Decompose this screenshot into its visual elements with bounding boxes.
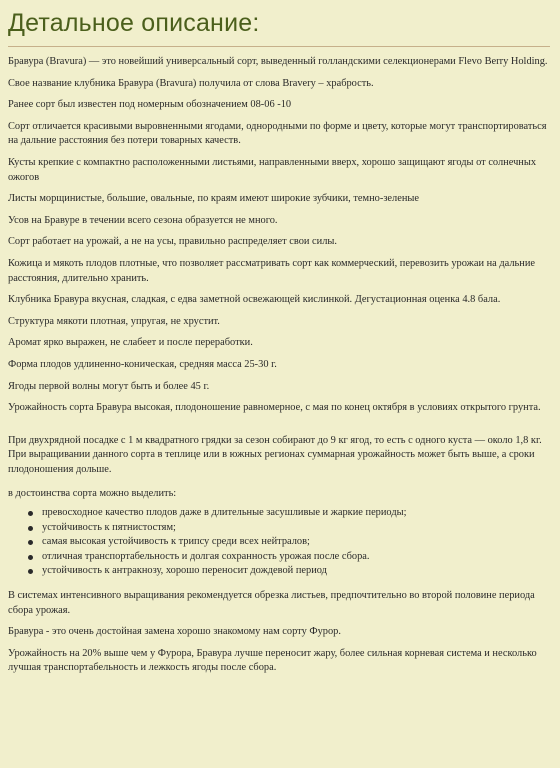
yield-paragraph: При двухрядной посадке с 1 м квадратного грядки за сезон собирают до 9 кг ягод, то есть с одного куста — около 1,8 кг. [8,434,542,446]
list-item-text: устойчивость к пятнистостям; [42,521,176,533]
bullet-icon [28,526,33,531]
paragraph: Листы морщинистые, большие, овальные, по краям имеют широкие зубчики, темно-зеленые [8,193,419,205]
list-item-text: самая высокая устойчивость к трипсу среди всех нейтралов; [42,536,310,548]
list-item-text: устойчивость к антракнозу, хорошо переносит дождевой период [42,565,327,577]
page-title: Детальное описание: [8,9,260,37]
list-item [28,564,550,579]
list-item-text: превосходное качество плодов даже в длительные засушливые и жаркие периоды; [42,507,407,519]
bullet-icon [28,540,33,545]
list-item [28,506,550,521]
bullet-icon [28,511,33,516]
list-item [28,535,550,550]
paragraph: Структура мякоти плотная, упругая, не хрустит. [8,315,220,327]
list-item-text: отличная транспортабельность и долгая сохранность урожая после сбора. [42,550,370,562]
paragraph: Форма плодов удлиненно-коническая, средняя масса 25-30 г. [8,358,277,370]
paragraph: Сорт отличается красивыми выровненными ягодами, однородными по форме и цвету, которые могут транспортироваться на дальние расстояния без потери товарных качеств. [8,120,547,147]
list-item [28,521,550,536]
paragraph: Клубника Бравура вкусная, сладкая, с едва заметной освежающей кислинкой. Дегустационная оценка 4.8 бала. [8,294,501,306]
paragraph: Урожайность сорта Бравура высокая, плодоношение равномерное, с мая по конец октября в условиях открытого грунта. [8,402,541,414]
paragraph: Кусты крепкие с компактно расположенными листьями, направленными вверх, хорошо защищают ягоды от солнечных ожогов [8,156,537,183]
advantages-list [8,506,550,579]
paragraph: Свое название клубника Бравура (Bravura) получила от слова Bravery – храбрость. [8,77,374,89]
advantages-intro: в достоинства сорта можно выделить: [8,488,177,500]
paragraph: Бравура (Bravura) — это новейший универсальный сорт, выведенный голландскими селекционерами Flevo Berry Holding. [8,56,548,67]
bullet-icon [28,555,33,560]
paragraph: Сорт работает на урожай, а не на усы, правильно распределяет свои силы. [8,236,337,248]
paragraph: Урожайность на 20% выше чем у Фурора, Бравура лучше переносит жару, более сильная корневая система и несколько лучшая транспортабельность и лежкость ягоды после сбора. [8,647,537,674]
bullet-icon [28,569,33,574]
yield-paragraph: При выращивании данного сорта в теплице или в южных регионах суммарная урожайность может быть выше, а сроки плодоношения дольше. [8,449,535,475]
paragraph: Ранее сорт был известен под номерным обозначением 08-06 -10 [8,99,292,111]
paragraph: В системах интенсивного выращивания рекомендуется обрезка листьев, предпочтительно во второй половине периода сбора урожая. [8,590,535,616]
paragraph: Усов на Бравуре в течении всего сезона образуется не много. [8,214,278,226]
paragraph: Бравура - это очень достойная замена хорошо знакомому нам сорту Фурор. [8,626,341,638]
paragraph: Аромат ярко выражен, не слабеет и после переработки. [8,337,253,349]
title-divider [8,46,550,47]
paragraph: Ягоды первой волны могут быть и более 45 г. [8,380,210,392]
description-content [8,55,550,676]
paragraph: Кожица и мякоть плодов плотные, что позволяет рассматривать сорт как коммерческий, перевозить урожаи на дальние расстояния, длительно хранить. [8,257,536,284]
list-item [28,550,550,565]
